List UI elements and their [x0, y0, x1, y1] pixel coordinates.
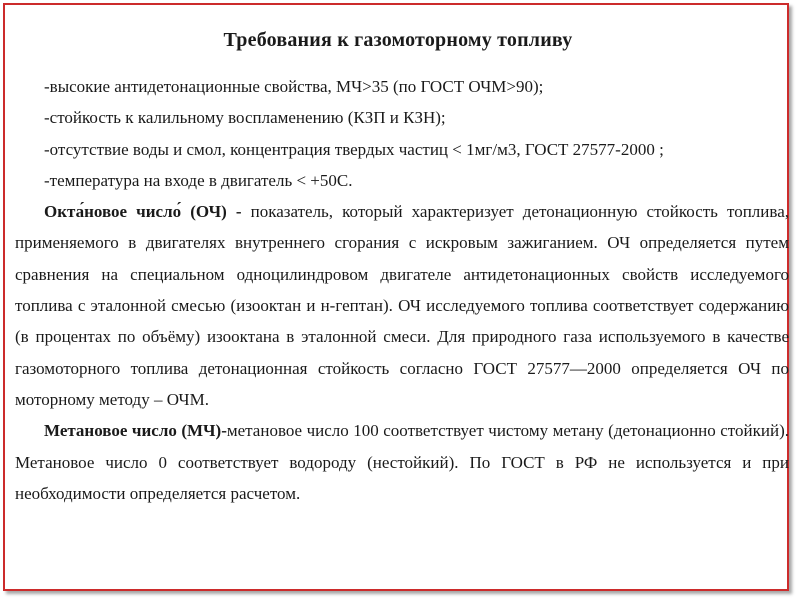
- methane-term: Метановое число (МЧ)-: [44, 421, 227, 441]
- octane-term: Окта́новое число́ (ОЧ) -: [44, 202, 242, 222]
- octane-definition: показатель, который характеризует детонационную стойкость топлива, применяемого в двигателях внутреннего сгорания с искровым зажиганием. ОЧ определяется путем сравнения на специальном одноцилиндровом двигателе антидетонационных свойств исследуемого топлива с эталонной смесью (изооктан и н-гептан). ОЧ исследуемого топлива соответствует содержанию (в процентах по объёму) изооктана в эталонной смеси. Для природного газа используемого в качестве газомоторного топлива детонационная стойкость согласно ГОСТ 27577—2000 определяется ОЧ по моторному методу – ОЧМ.: [15, 202, 789, 409]
- slide-body: [15, 71, 789, 509]
- octane-paragraph: [15, 196, 789, 415]
- slide-title: Требования к газомоторному топливу: [223, 29, 573, 51]
- methane-definition: метановое число 100 соответствует чистому метану (детонационно стойкий). Метановое число 0 соответствует водороду (нестойкий). По ГОСТ в РФ не используется и при необходимости определяется расчетом.: [15, 421, 789, 503]
- requirement-item: -высокие антидетонационные свойства, МЧ>35 (по ГОСТ ОЧМ>90);: [44, 77, 544, 96]
- methane-paragraph: [15, 415, 789, 509]
- requirement-item: -температура на входе в двигатель < +50С.: [44, 170, 353, 190]
- requirement-item: -стойкость к калильному воспламенению (КЗП и КЗН);: [44, 108, 446, 128]
- slide-frame: [3, 3, 789, 591]
- requirement-item: -отсутствие воды и смол, концентрация твердых частиц < 1мг/м3, ГОСТ 27577-2000 ;: [44, 139, 664, 159]
